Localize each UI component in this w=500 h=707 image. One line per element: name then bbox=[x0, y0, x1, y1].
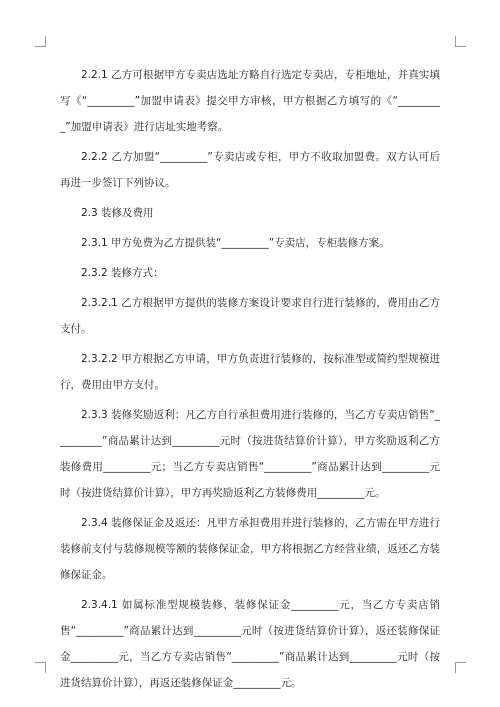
crop-mark-top-left bbox=[35, 36, 46, 47]
section-heading-2-3: 2.3 装修及费用 bbox=[81, 207, 154, 219]
crop-mark-bottom-right bbox=[455, 662, 466, 673]
paragraph-2-3-1: 2.3.1 甲方免费为乙方提供装“_________”专卖店，专柜装修方案。 bbox=[81, 237, 390, 249]
paragraph-2-3-2: 2.3.2 装修方式： bbox=[81, 267, 164, 279]
paragraph-2-3-2-1: 2.3.2.1 乙方根据甲方提供的装修方案设计要求自行进行装修的，费用由乙方支付。 bbox=[60, 297, 440, 335]
paragraph-2-2-2: 2.2.2 乙方加盟“_________”专卖店或专柜，甲方不收取加盟费。双方认可后再进一步签订下列协议。 bbox=[60, 151, 440, 189]
paragraph-2-3-4: 2.3.4 装修保证金及返还：凡甲方承担费用并进行装修的，乙方需在甲方进行装修前支付与装修规模等额的装修保证金，甲方将根据乙方经营业绩，返还乙方装修保证金。 bbox=[60, 517, 440, 581]
crop-mark-bottom-left bbox=[35, 662, 46, 673]
crop-mark-top-right bbox=[455, 36, 466, 47]
paragraph-2-3-4-1: 2.3.4.1 如属标准型规模装修，装修保证金_________元，当乙方专卖店销售“_________”商品累计达到_________元时（按进货结算价计算），返还装修保证金_________元，当乙方专卖店销售“_________”商品累计达到_________元时（按进货结算价计算），再返还装修保证金_________元。 bbox=[60, 599, 440, 689]
paragraph-2-2-1: 2.2.1 乙方可根据甲方专卖店选址方略自行选定专卖店，专柜地址，并真实填写《“_________”加盟申请表》提交甲方审核，甲方根据乙方填写的《“_________”加盟申请表》进行店址实地考察。 bbox=[60, 69, 440, 133]
paragraph-2-3-3: 2.3.3 装修奖励返利：凡乙方自行承担费用进行装修的，当乙方专卖店销售“_________”商品累计达到_________元时（按进货结算价计算），甲方奖励返利乙方装修费用_________元；当乙方专卖店销售“_________”商品累计达到_________元时（按进货结算价计算），甲方再奖励返利乙方装修费用_________元。 bbox=[60, 409, 440, 499]
paragraph-2-3-2-2: 2.3.2.2 甲方根据乙方申请，甲方负责进行装修的，按标准型或简约型规模进行，费用由甲方支付。 bbox=[60, 353, 440, 391]
document-body bbox=[60, 62, 440, 696]
